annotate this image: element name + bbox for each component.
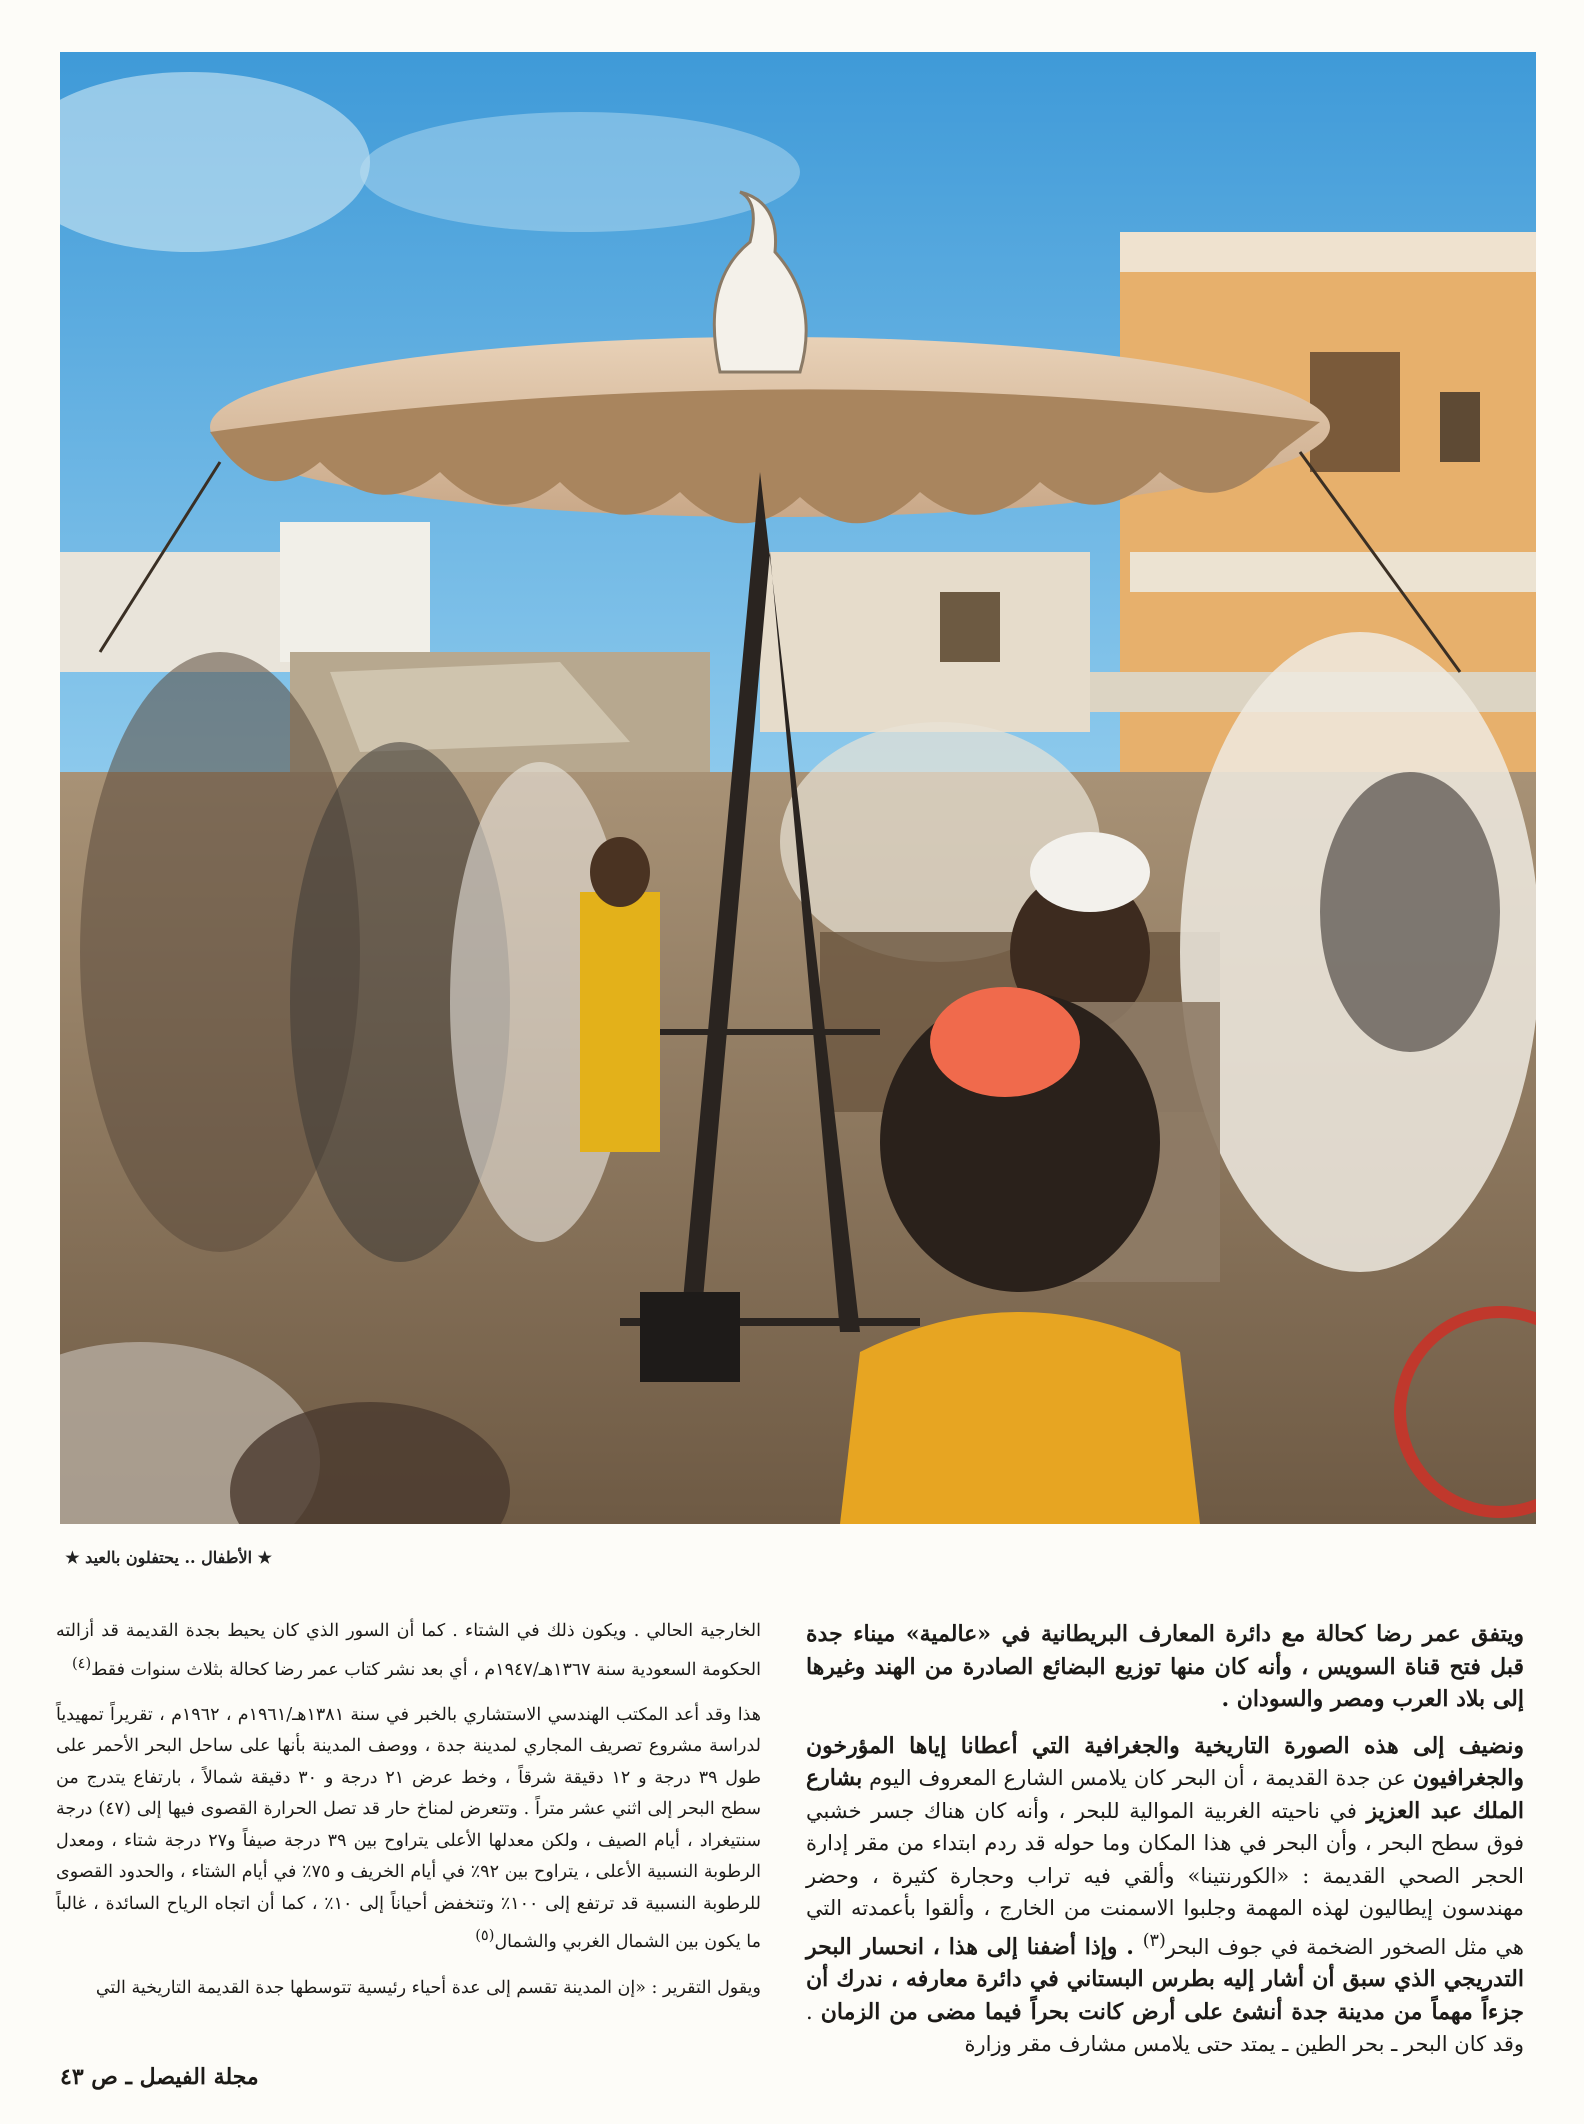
carousel-photo xyxy=(60,52,1536,1524)
carousel-photo-illustration xyxy=(60,52,1536,1524)
article-right-column xyxy=(806,1618,1524,2075)
paragraph-wall xyxy=(56,1616,761,1686)
paragraph-report xyxy=(56,1700,761,1959)
text-wall: الخارجية الحالي . ويكون ذلك في الشتاء . كما أن السور الذي كان يحيط بجدة القديمة قد أزالته الحكومة السعودية سنة ١٣٦٧هـ/١٩٤٧م ، أي بعد نشر كتاب عمر رضا كحالة بثلاث سنوات فقط xyxy=(56,1621,761,1680)
footnote-ref-4: (٤) xyxy=(71,1654,92,1672)
paragraph-history xyxy=(806,1730,1524,2061)
photo-caption: ★ الأطفال .. يحتفلون بالعيد ★ xyxy=(65,1548,272,1567)
text-segment-end: . وقد كان البحر ـ بحر الطين ـ يمتد حتى يلامس مشارف مقر وزارة xyxy=(806,1999,1524,2056)
bold-phrase-sea-recession: . وإذا أضفنا إلى هذا ، انحسار البحر التدريجي الذي سبق أن أشار إليه بطرس البستاني في دائرة معارفه ، ندرك أن جزءاً مهماً من مدينة جدة أنشئ على أرض كانت بحراً فيما مضى من الزمان xyxy=(806,1933,1524,2025)
text-report: هذا وقد أعد المكتب الهندسي الاستشاري بالخبر في سنة ١٣٨١هـ/١٩٦١م ، ١٩٦٢م ، تقريراً تمهيدياً لدراسة مشروع تصريف المجاري لمدينة جدة ، ووصف المدينة بأنها على ساحل البحر الأحمر على طول ٣٩ درجة و ١٢ دقيقة شرقاً ، وخط عرض ٢١ درجة و ٣٠ دقيقة شمالاً ، بارتفاع يتدرج من سطح البحر إلى اثني عشر متراً . وتتعرض لمناخ حار قد تصل الحرارة القصوى فيها إلى (٤٧) درجة سنتيغراد ، أيام الصيف ، ولكن معدلها الأعلى يتراوح بين ٣٩ درجة صيفاً و٢٧ درجة شتاء ، ومعدل الرطوبة النسبية الأعلى ، يتراوح بين ٩٢٪ في أيام الخريف و ٧٥٪ في أيام الشتاء ، والحدود القصوى للرطوبة النسبية قد ترتفع إلى ١٠٠٪ وتنخفض أحياناً إلى ١٠٪ ، كما أن اتجاه الرياح السائدة ، غالباً ما يكون بين الشمال الغربي والشمال xyxy=(56,1704,761,1953)
paragraph-intro: ويتفق عمر رضا كحالة مع دائرة المعارف البريطانية في «عالمية» ميناء جدة قبل فتح قناة السويس ، وأنه كان منها توزيع البضائع الصادرة من الهند وغيرها إلى بلاد العرب ومصر والسودان . xyxy=(806,1621,1524,1712)
article-left-column xyxy=(56,1616,761,2018)
footnote-ref-3: (٣) xyxy=(1142,1930,1166,1951)
text-segment-a: عن جدة القديمة ، أن البحر كان يلامس الشارع المعروف اليوم xyxy=(862,1766,1413,1790)
text-segment-b: في ناحيته الغربية الموالية للبحر ، وأنه كان هناك جسر خشبي فوق سطح البحر ، وأن البحر في هذا المكان وما حوله قد ردم ابتداء من مقر إدارة الحجر الصحي القديمة : «الكورنتينا» وألقي فيه تراب وحجارة كثيرة ، وحضر مهندسون إيطاليون لهذه المهمة وجلبوا الاسمنت من الخارج ، وألقوا بأعمدته التي هي مثل الصخور الضخمة في جوف البحر xyxy=(806,1798,1524,1959)
bold-phrase-street: بشارع الملك عبد العزيز xyxy=(806,1765,1524,1824)
bold-phrase-historians: ونضيف إلى هذه الصورة التاريخية والجغرافية التي أعطانا إياها المؤرخون والجغرافيون xyxy=(806,1732,1524,1791)
page-footer: مجلة الفيصل ـ ص ٤٣ xyxy=(60,2064,259,2090)
paragraph-report-quote: ويقول التقرير : «إن المدينة تقسم إلى عدة أحياء رئيسية تتوسطها جدة القديمة التاريخية التي xyxy=(95,1977,761,1998)
footnote-ref-5: (٥) xyxy=(475,1927,495,1945)
